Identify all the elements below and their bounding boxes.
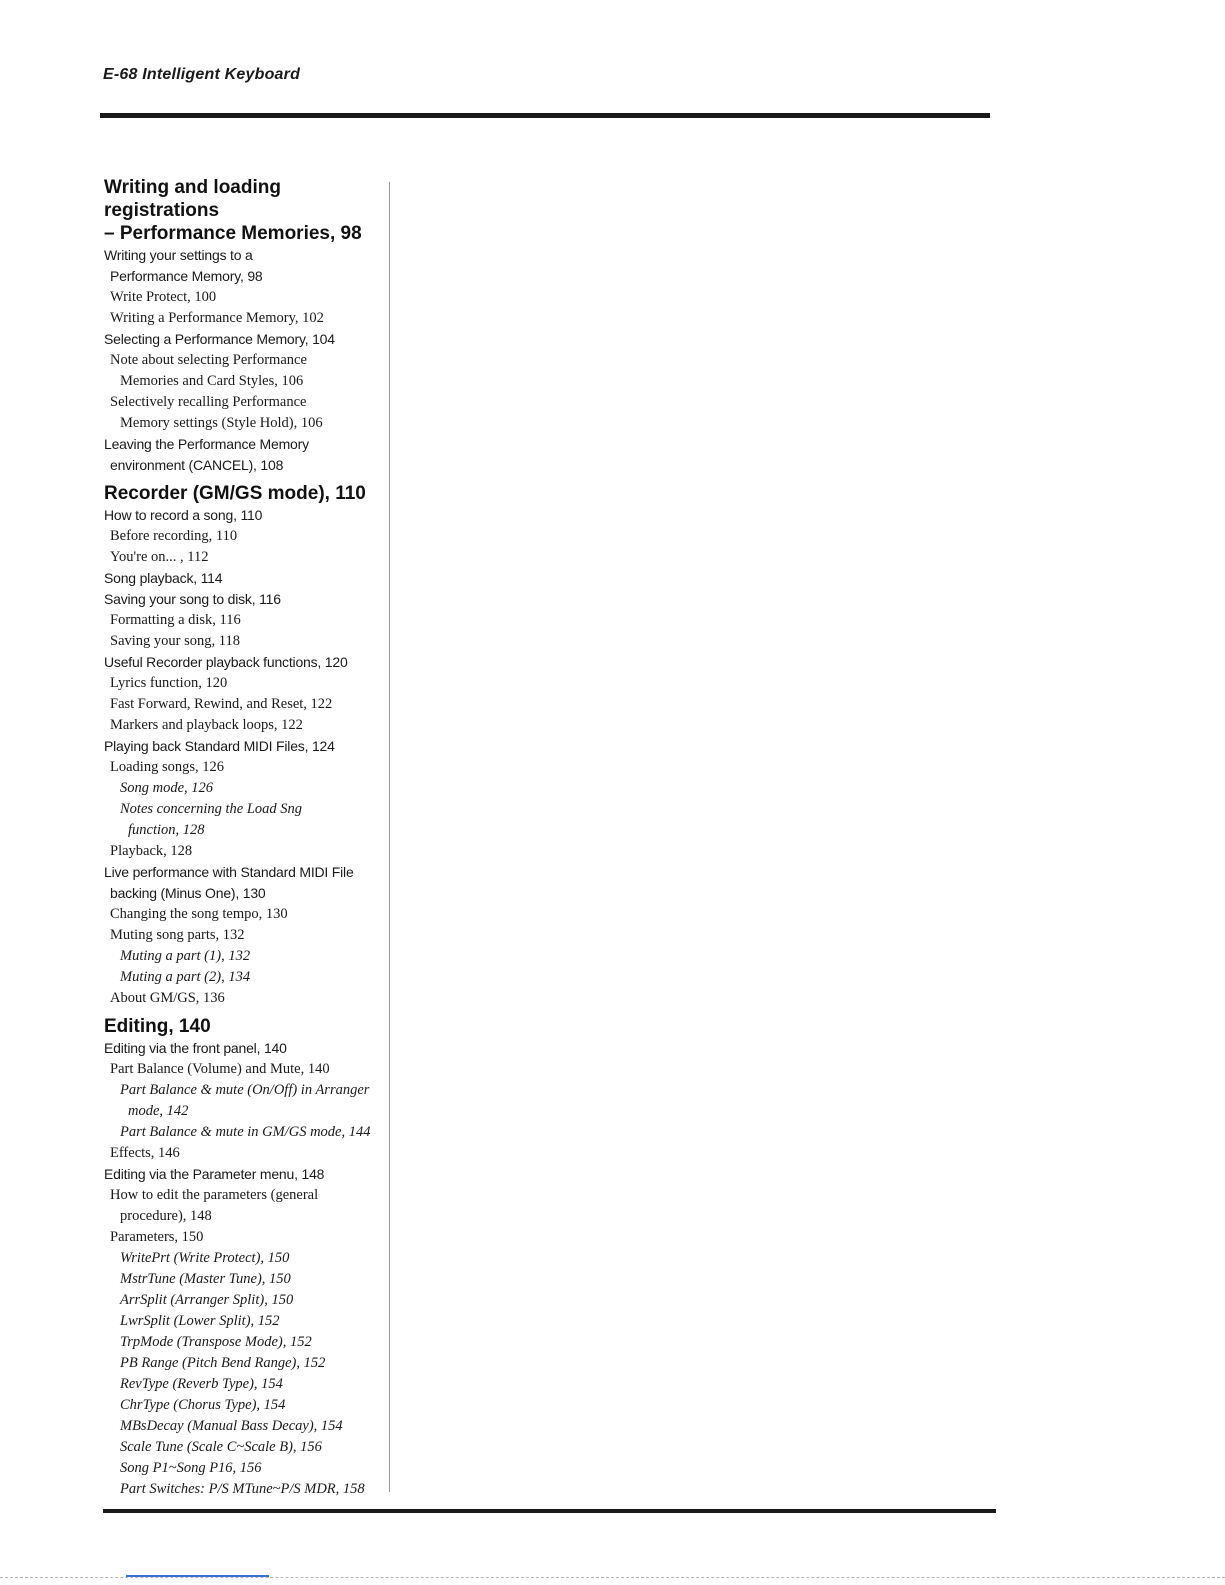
toc-entry-level-1: Song playback, 114 [104, 570, 223, 586]
toc-entry-level-3: Part Switches: P/S MTune~P/S MDR, 158 [120, 1481, 365, 1497]
running-title: E-68 Intelligent Keyboard [103, 66, 301, 83]
toc-entry-level-1: environment (CANCEL), 108 [110, 457, 284, 473]
toc-entry-level-2: How to edit the parameters (general [110, 1187, 319, 1203]
toc-entry-level-1: backing (Minus One), 130 [110, 885, 266, 901]
toc-entry-level-2: Muting song parts, 132 [110, 927, 245, 943]
toc-entry-level-2: Loading songs, 126 [110, 759, 224, 775]
toc-entry-level-3: Song mode, 126 [120, 780, 214, 796]
toc-entry-level-3: PB Range (Pitch Bend Range), 152 [120, 1355, 326, 1371]
toc-entry-level-3: ChrType (Chorus Type), 154 [120, 1397, 286, 1413]
toc-entry-level-3: Part Balance & mute in GM/GS mode, 144 [120, 1124, 371, 1140]
toc-entry-level-3: mode, 142 [128, 1103, 189, 1119]
toc-entry-level-2: Parameters, 150 [110, 1229, 204, 1245]
toc-entry-level-2: Fast Forward, Rewind, and Reset, 122 [110, 696, 333, 712]
toc-entry-level-3: RevType (Reverb Type), 154 [120, 1376, 283, 1392]
toc-entry-level-2: Part Balance (Volume) and Mute, 140 [110, 1061, 330, 1077]
toc-entry-level-2: Before recording, 110 [110, 528, 238, 544]
toc-entry-level-2: Note about selecting Performance [110, 352, 307, 368]
toc-entry-level-1: How to record a song, 110 [104, 507, 263, 523]
toc-entry-level-2: Selectively recalling Performance [110, 394, 307, 410]
section-heading: Writing and loading registrations [104, 177, 281, 221]
toc-entry-level-2: Formatting a disk, 116 [110, 612, 241, 628]
scan-edge-mark [126, 1575, 269, 1577]
toc-entry-level-2: Lyrics function, 120 [110, 675, 228, 691]
toc-entry-level-3: Notes concerning the Load Sng [120, 801, 303, 817]
toc-entry-level-3: LwrSplit (Lower Split), 152 [120, 1313, 280, 1329]
toc-entry-level-2: Writing a Performance Memory, 102 [110, 310, 324, 326]
toc-entry-level-3: TrpMode (Transpose Mode), 152 [120, 1334, 312, 1350]
toc-entry-level-1: Useful Recorder playback functions, 120 [104, 654, 348, 670]
toc-entry-level-1: Editing via the Parameter menu, 148 [104, 1166, 325, 1182]
toc-entry-level-2: Changing the song tempo, 130 [110, 906, 288, 922]
section-heading: Editing, 140 [104, 1016, 211, 1037]
bottom-rule [103, 1509, 996, 1513]
scan-edge-line [0, 1577, 1225, 1578]
column-divider [389, 182, 390, 1492]
toc-entry-level-2: Memories and Card Styles, 106 [120, 373, 304, 389]
section-heading: Recorder (GM/GS mode), 110 [104, 483, 366, 504]
toc-entry-level-3: function, 128 [128, 822, 205, 838]
toc-entry-level-1: Saving your song to disk, 116 [104, 591, 281, 607]
toc-entry-level-3: Muting a part (2), 134 [120, 969, 251, 985]
toc-entry-level-2: Effects, 146 [110, 1145, 180, 1161]
toc-entry-level-3: MstrTune (Master Tune), 150 [120, 1271, 291, 1287]
toc-entry-level-2: Playback, 128 [110, 843, 193, 859]
toc-entry-level-2: procedure), 148 [120, 1208, 212, 1224]
toc-entry-level-1: Live performance with Standard MIDI File [104, 864, 354, 880]
toc-entry-level-3: Song P1~Song P16, 156 [120, 1460, 262, 1476]
toc-entry-level-2: Write Protect, 100 [110, 289, 217, 305]
toc-entry-level-1: Selecting a Performance Memory, 104 [104, 331, 335, 347]
toc-entry-level-3: Muting a part (1), 132 [120, 948, 251, 964]
table-of-contents [104, 176, 384, 1500]
toc-entry-level-1: Playing back Standard MIDI Files, 124 [104, 738, 335, 754]
toc-entry-level-3: ArrSplit (Arranger Split), 150 [120, 1292, 294, 1308]
toc-entry-level-3: Scale Tune (Scale C~Scale B), 156 [120, 1439, 322, 1455]
toc-entry-level-1: Performance Memory, 98 [110, 268, 263, 284]
toc-entry-level-2: About GM/GS, 136 [110, 990, 225, 1006]
toc-entry-level-2: Saving your song, 118 [110, 633, 240, 649]
toc-entry-level-1: Editing via the front panel, 140 [104, 1040, 287, 1056]
toc-entry-level-1: Writing your settings to a [104, 247, 253, 263]
toc-entry-level-2: You're on... , 112 [110, 549, 209, 565]
toc-entry-level-3: Part Balance & mute (On/Off) in Arranger [120, 1082, 370, 1098]
section-heading: – Performance Memories, 98 [104, 223, 362, 244]
toc-entry-level-2: Markers and playback loops, 122 [110, 717, 303, 733]
top-rule [100, 113, 990, 118]
toc-entry-level-2: Memory settings (Style Hold), 106 [120, 415, 323, 431]
toc-entry-level-1: Leaving the Performance Memory [104, 436, 309, 452]
toc-entry-level-3: WritePrt (Write Protect), 150 [120, 1250, 290, 1266]
toc-entry-level-3: MBsDecay (Manual Bass Decay), 154 [120, 1418, 343, 1434]
